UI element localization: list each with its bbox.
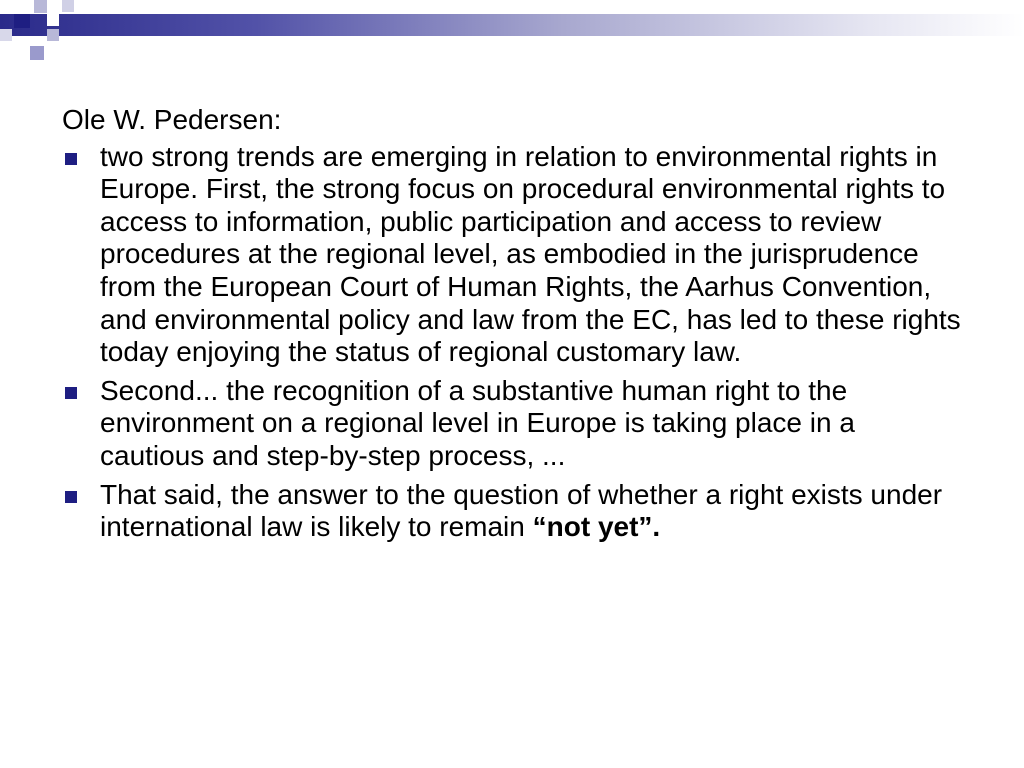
decorative-square	[62, 0, 74, 12]
header-band	[0, 14, 1024, 36]
decorative-square	[30, 46, 44, 60]
bullet-text: two strong trends are emerging in relation to environmental rights in Europe. First, the strong focus on procedural environmental rights to access to information, public participation and access to review procedures at the regional level, as embodied in the jurisprudence from the European Court of Human Rights, the Aarhus Convention, and environmental policy and law from the EC, has led to these rights today enjoying the status of regional customary law.	[100, 140, 961, 368]
decorative-square	[47, 29, 59, 41]
decorative-square	[34, 0, 47, 13]
bullet-item	[62, 479, 962, 544]
bullet-list	[62, 141, 962, 544]
square-bullet-icon	[65, 387, 77, 399]
decorative-square	[14, 14, 30, 28]
decorative-square	[47, 14, 59, 26]
bullet-emphasis: “not yet”.	[532, 511, 661, 543]
bullet-text: Second... the recognition of a substantive human right to the environment on a regional level in Europe is taking place in a cautious and step-by-step process, ...	[100, 374, 855, 471]
slide-heading: Ole W. Pedersen:	[62, 104, 282, 135]
square-bullet-icon	[65, 153, 77, 165]
bullet-item	[62, 141, 962, 369]
bullet-item	[62, 375, 962, 473]
slide-body	[62, 104, 962, 550]
bullet-text: That said, the answer to the question of whether a right exists under international law is likely to remain	[100, 478, 943, 543]
square-bullet-icon	[65, 491, 77, 503]
decorative-square	[0, 29, 12, 41]
